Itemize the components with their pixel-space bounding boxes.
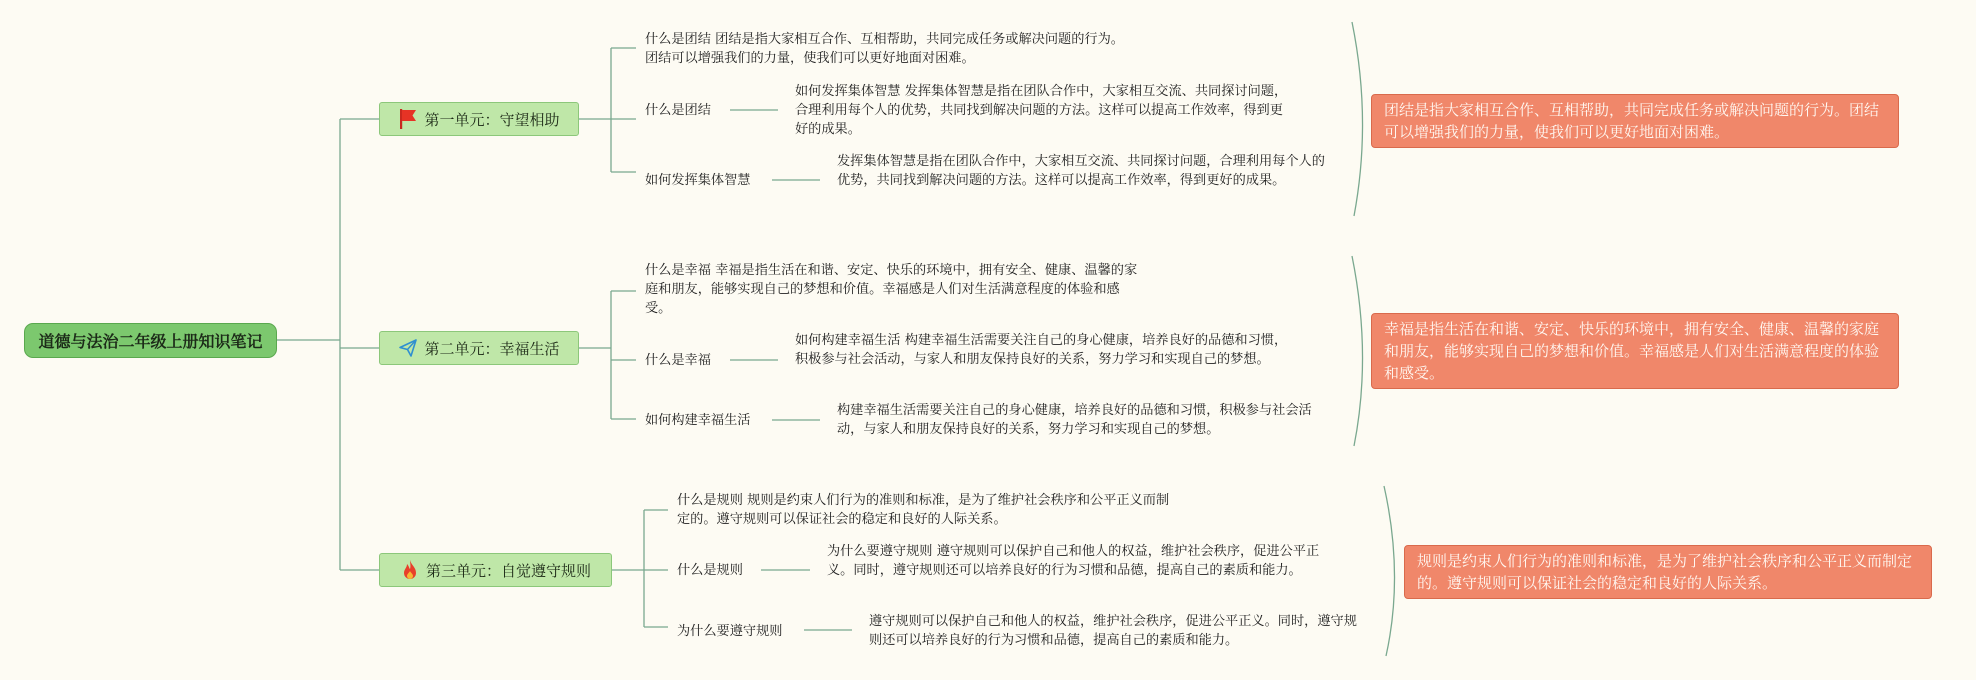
unit-2-topic-2-detail bbox=[795, 331, 1295, 369]
unit-1-summary[interactable]: 团结是指大家相互合作、互相帮助，共同完成任务或解决问题的行为。团结可以增强我们的力量，使我们可以更好地面对困难。 bbox=[1371, 94, 1899, 148]
flame-icon bbox=[400, 559, 420, 581]
unit-3-topic-1 bbox=[677, 491, 1177, 529]
unit-3-topic-2-label: 什么是规则 bbox=[677, 563, 743, 578]
unit-3-topic-3-text: 遵守规则可以保护自己和他人的权益，维护社会秩序，促进公平正义。同时，遵守规则还可以培养良好的行为习惯和品德，提高自己的素质和能力。 bbox=[869, 614, 1357, 648]
red-flag-icon bbox=[398, 108, 418, 130]
unit-2-summary[interactable]: 幸福是指生活在和谐、安定、快乐的环境中，拥有安全、健康、温馨的家庭和朋友，能够实现自己的梦想和价值。幸福感是人们对生活满意程度的体验和感受。 bbox=[1371, 313, 1899, 389]
topic-label: 什么是规则 bbox=[677, 493, 743, 508]
topic-text: 构建幸福生活需要关注自己的身心健康，培养良好的品德和习惯，积极参与社会活动，与家人和朋友保持良好的关系，努力学习和实现自己的梦想。 bbox=[795, 333, 1288, 367]
unit-3-topic-3-label: 为什么要遵守规则 bbox=[677, 624, 783, 639]
unit-1-topic-3-label: 如何发挥集体智慧 bbox=[645, 173, 751, 188]
root-node[interactable]: 道德与法治二年级上册知识笔记 bbox=[24, 323, 277, 358]
unit-2-topic-3-text: 构建幸福生活需要关注自己的身心健康，培养良好的品德和习惯，积极参与社会活动，与家人和朋友保持良好的关系，努力学习和实现自己的梦想。 bbox=[837, 403, 1312, 437]
topic-text: 团结是指大家相互合作、互相帮助，共同完成任务或解决问题的行为。团结可以增强我们的力量，使我们可以更好地面对困难。 bbox=[645, 32, 1124, 66]
unit-2-node[interactable] bbox=[379, 331, 579, 365]
topic-sub-label: 为什么要遵守规则 bbox=[827, 544, 933, 559]
topic-text: 发挥集体智慧是指在团队合作中，大家相互交流、共同探讨问题，合理利用每个人的优势，共同找到解决问题的方法。这样可以提高工作效率，得到更好的成果。 bbox=[795, 84, 1288, 137]
unit-1-topic-2-label: 什么是团结 bbox=[645, 103, 711, 118]
topic-text: 规则是约束人们行为的准则和标准，是为了维护社会秩序和公平正义而制定的。遵守规则可以保证社会的稳定和良好的人际关系。 bbox=[677, 493, 1170, 527]
unit-2-topic-2-label: 什么是幸福 bbox=[645, 353, 711, 368]
topic-sub-label: 如何发挥集体智慧 bbox=[795, 84, 901, 99]
unit-2-topic-3-label: 如何构建幸福生活 bbox=[645, 413, 751, 428]
unit-2-title: 第二单元：幸福生活 bbox=[424, 339, 560, 358]
topic-label: 什么是团结 bbox=[645, 32, 711, 47]
paper-plane-icon bbox=[398, 337, 418, 359]
unit-1-title: 第一单元：守望相助 bbox=[424, 110, 560, 129]
topic-text: 幸福是指生活在和谐、安定、快乐的环境中，拥有安全、健康、温馨的家庭和朋友，能够实现自己的梦想和价值。幸福感是人们对生活满意程度的体验和感受。 bbox=[645, 263, 1138, 316]
unit-3-node[interactable] bbox=[379, 553, 612, 587]
topic-label: 什么是幸福 bbox=[645, 263, 711, 278]
unit-1-node[interactable] bbox=[379, 102, 579, 136]
unit-3-title: 第三单元：自觉遵守规则 bbox=[425, 561, 591, 580]
unit-1-topic-3-text: 发挥集体智慧是指在团队合作中，大家相互交流、共同探讨问题，合理利用每个人的优势，共同找到解决问题的方法。这样可以提高工作效率，得到更好的成果。 bbox=[837, 154, 1325, 188]
unit-3-summary[interactable]: 规则是约束人们行为的准则和标准，是为了维护社会秩序和公平正义而制定的。遵守规则可以保证社会的稳定和良好的人际关系。 bbox=[1404, 545, 1932, 599]
unit-1-topic-1 bbox=[645, 30, 1125, 68]
topic-sub-label: 如何构建幸福生活 bbox=[795, 333, 901, 348]
unit-3-topic-2-detail bbox=[827, 542, 1327, 580]
unit-2-topic-1 bbox=[645, 261, 1145, 318]
unit-1-topic-2-detail bbox=[795, 82, 1295, 139]
topic-text: 遵守规则可以保护自己和他人的权益，维护社会秩序，促进公平正义。同时，遵守规则还可以培养良好的行为习惯和品德，提高自己的素质和能力。 bbox=[827, 544, 1320, 578]
